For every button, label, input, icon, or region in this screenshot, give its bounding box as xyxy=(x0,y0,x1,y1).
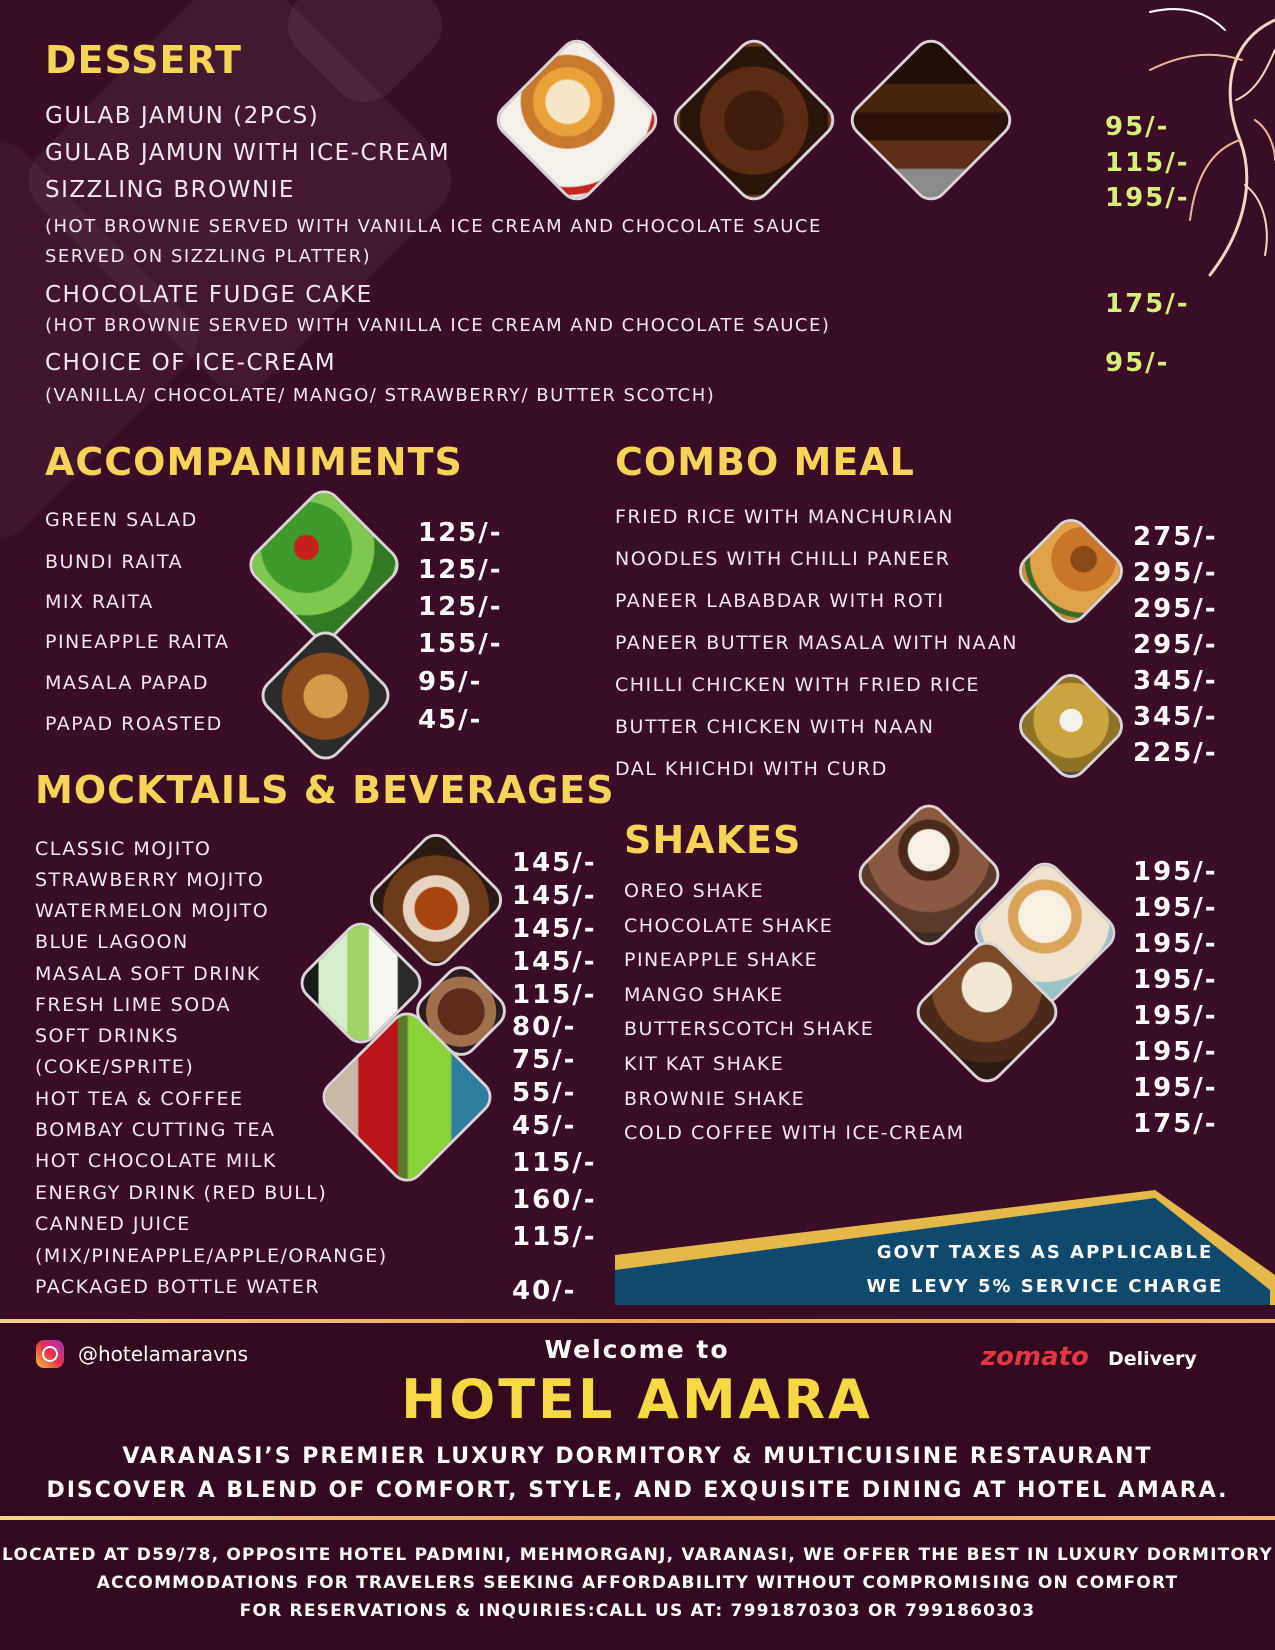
mocktail-item: STRAWBERRY MOJITO xyxy=(35,869,265,891)
shake-price: 195/- xyxy=(1133,1037,1218,1067)
shake-price: 175/- xyxy=(1133,1109,1218,1139)
zomato-delivery-label: Delivery xyxy=(1108,1348,1197,1370)
tax-banner-text-2: WE LEVY 5% SERVICE CHARGE xyxy=(866,1276,1224,1297)
mocktail-item: SOFT DRINKS xyxy=(35,1025,179,1047)
combo-price: 295/- xyxy=(1133,594,1218,624)
dessert-price: 95/- xyxy=(1105,348,1170,378)
mocktail-price: 145/- xyxy=(512,848,597,878)
combo-item: BUTTER CHICKEN WITH NAAN xyxy=(615,716,935,738)
accompaniment-price: 95/- xyxy=(418,667,483,697)
combo-meal-title: COMBO MEAL xyxy=(615,440,915,484)
accompaniments-title: ACCOMPANIMENTS xyxy=(45,440,463,484)
tagline-1: VARANASI’S PREMIER LUXURY DORMITORY & MULTICUISINE RESTAURANT xyxy=(122,1444,1153,1469)
combo-item: FRIED RICE WITH MANCHURIAN xyxy=(615,506,954,528)
contact-line[interactable]: FOR RESERVATIONS & INQUIRIES:CALL US AT: 7991870303 OR 7991860303 xyxy=(239,1601,1036,1621)
combo-item: PANEER LABABDAR WITH ROTI xyxy=(615,590,945,612)
mocktail-item: MASALA SOFT DRINK xyxy=(35,963,261,985)
shake-item: COLD COFFEE WITH ICE-CREAM xyxy=(624,1122,965,1144)
accompaniment-item: GREEN SALAD xyxy=(45,509,198,531)
tax-banner-text-1: GOVT TAXES AS APPLICABLE xyxy=(876,1242,1214,1263)
accompaniment-item: BUNDI RAITA xyxy=(45,551,184,573)
mocktail-price: 55/- xyxy=(512,1078,577,1108)
mocktail-price: 145/- xyxy=(512,947,597,977)
mocktail-price: 115/- xyxy=(512,1148,597,1178)
combo-price: 345/- xyxy=(1133,666,1218,696)
mocktail-item: BOMBAY CUTTING TEA xyxy=(35,1119,276,1141)
mocktail-price: 145/- xyxy=(512,881,597,911)
mocktail-item: (COKE/SPRITE) xyxy=(35,1056,195,1078)
combo-item: DAL KHICHDI WITH CURD xyxy=(615,758,888,780)
dessert-price: 195/- xyxy=(1105,183,1190,213)
mocktail-item: HOT CHOCOLATE MILK xyxy=(35,1150,277,1172)
shake-item: KIT KAT SHAKE xyxy=(624,1053,785,1075)
shake-price: 195/- xyxy=(1133,929,1218,959)
instagram-handle[interactable]: @hotelamaravns xyxy=(78,1342,249,1366)
hotel-name: HOTEL AMARA xyxy=(401,1368,873,1431)
shake-item: BUTTERSCOTCH SHAKE xyxy=(624,1018,875,1040)
dal-khichdi-image xyxy=(1012,667,1131,786)
mocktail-price: 80/- xyxy=(512,1012,577,1042)
dessert-item-desc: (VANILLA/ CHOCOLATE/ MANGO/ STRAWBERRY/ BUTTER SCOTCH) xyxy=(45,385,716,406)
combo-item: PANEER BUTTER MASALA WITH NAAN xyxy=(615,632,1018,654)
shake-item: CHOCOLATE SHAKE xyxy=(624,915,834,937)
combo-price: 225/- xyxy=(1133,738,1218,768)
combo-price: 295/- xyxy=(1133,558,1218,588)
brownie-image xyxy=(666,32,841,207)
accompaniment-item: MASALA PAPAD xyxy=(45,672,209,694)
welcome-text: Welcome to xyxy=(544,1335,730,1364)
mocktail-item: FRESH LIME SODA xyxy=(35,994,231,1016)
dessert-item-name: GULAB JAMUN WITH ICE-CREAM xyxy=(45,140,451,166)
dessert-item-name: GULAB JAMUN (2PCS) xyxy=(45,103,320,129)
fried-rice-manchurian-image xyxy=(1012,512,1131,631)
shake-price: 195/- xyxy=(1133,1001,1218,1031)
accompaniment-item: MIX RAITA xyxy=(45,591,154,613)
mocktails-title: MOCKTAILS & BEVERAGES xyxy=(35,768,615,812)
accompaniment-price: 125/- xyxy=(418,592,503,622)
shake-item: OREO SHAKE xyxy=(624,880,764,902)
dessert-price: 175/- xyxy=(1105,289,1190,319)
shake-price: 195/- xyxy=(1133,857,1218,887)
address-line-1: LOCATED AT D59/78, OPPOSITE HOTEL PADMINI, MEHMORGANJ, VARANASI, WE OFFER THE BEST IN LUXURY DORMITORY xyxy=(2,1545,1273,1565)
mocktail-item: WATERMELON MOJITO xyxy=(35,900,270,922)
accompaniment-item: PINEAPPLE RAITA xyxy=(45,631,230,653)
combo-item: NOODLES WITH CHILLI PANEER xyxy=(615,548,951,570)
accompaniment-item: PAPAD ROASTED xyxy=(45,713,223,735)
dessert-price: 95/- xyxy=(1105,112,1170,142)
dessert-item-desc: SERVED ON SIZZLING PLATTER) xyxy=(45,246,372,267)
mocktail-price: 160/- xyxy=(512,1185,597,1215)
shake-price: 195/- xyxy=(1133,965,1218,995)
mocktail-price: 115/- xyxy=(512,1222,597,1252)
dessert-price: 115/- xyxy=(1105,148,1190,178)
mocktail-price: 75/- xyxy=(512,1045,577,1075)
combo-price: 295/- xyxy=(1133,630,1218,660)
combo-price: 345/- xyxy=(1133,702,1218,732)
shake-item: BROWNIE SHAKE xyxy=(624,1088,806,1110)
mocktail-item: ENERGY DRINK (RED BULL) xyxy=(35,1182,328,1204)
mocktail-price: 145/- xyxy=(512,914,597,944)
shake-price: 195/- xyxy=(1133,893,1218,923)
mocktail-item: BLUE LAGOON xyxy=(35,931,189,953)
dessert-item-name: CHOCOLATE FUDGE CAKE xyxy=(45,282,373,308)
accompaniment-price: 125/- xyxy=(418,555,503,585)
accompaniment-price: 125/- xyxy=(418,518,503,548)
combo-item: CHILLI CHICKEN WITH FRIED RICE xyxy=(615,674,980,696)
dessert-item-desc: (HOT BROWNIE SERVED WITH VANILLA ICE CREAM AND CHOCOLATE SAUCE xyxy=(45,216,822,237)
combo-price: 275/- xyxy=(1133,522,1218,552)
accompaniment-price: 155/- xyxy=(418,629,503,659)
ice-cream-cones-image xyxy=(489,32,664,207)
chocolate-cake-image xyxy=(843,32,1018,207)
mocktail-price: 40/- xyxy=(512,1276,577,1306)
address-line-2: ACCOMMODATIONS FOR TRAVELERS SEEKING AFFORDABILITY WITHOUT COMPROMISING ON COMFORT xyxy=(96,1573,1179,1593)
shake-price: 195/- xyxy=(1133,1073,1218,1103)
mocktail-item: CANNED JUICE xyxy=(35,1213,191,1235)
shake-item: PINEAPPLE SHAKE xyxy=(624,949,819,971)
mocktail-item: (MIX/PINEAPPLE/APPLE/ORANGE) xyxy=(35,1245,388,1267)
mocktail-price: 45/- xyxy=(512,1111,577,1141)
mocktail-price: 115/- xyxy=(512,980,597,1010)
mocktail-item: PACKAGED BOTTLE WATER xyxy=(35,1276,321,1298)
mocktail-item: HOT TEA & COFFEE xyxy=(35,1088,244,1110)
dessert-item-name: CHOICE OF ICE-CREAM xyxy=(45,350,337,376)
accompaniment-price: 45/- xyxy=(418,705,483,735)
shakes-title: SHAKES xyxy=(624,818,802,862)
footer-divider xyxy=(0,1516,1275,1520)
masala-papad-image xyxy=(254,624,397,767)
dessert-item-desc: (HOT BROWNIE SERVED WITH VANILLA ICE CREAM AND CHOCOLATE SAUCE) xyxy=(45,315,831,336)
dessert-item-name: SIZZLING BROWNIE xyxy=(45,177,295,203)
mocktail-item: CLASSIC MOJITO xyxy=(35,838,212,860)
zomato-logo[interactable]: zomato xyxy=(981,1342,1089,1372)
dessert-title: DESSERT xyxy=(45,38,242,82)
instagram-icon[interactable] xyxy=(36,1340,64,1368)
tagline-2: DISCOVER A BLEND OF COMFORT, STYLE, AND EXQUISITE DINING AT HOTEL AMARA. xyxy=(46,1478,1229,1503)
green-salad-image xyxy=(242,483,406,647)
shake-item: MANGO SHAKE xyxy=(624,984,784,1006)
